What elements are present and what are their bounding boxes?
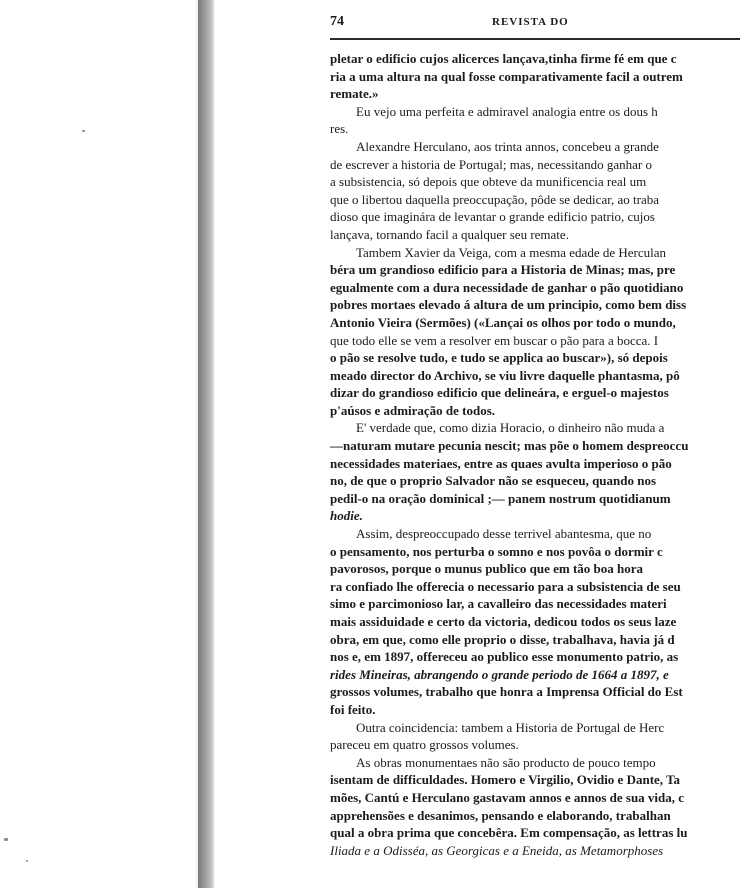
text-line: ra confiado lhe offerecia o necessario para a subsistencia de seu [330,578,681,594]
text-line: dioso que imaginára de levantar o grande edificio patrio, cujos [330,209,655,225]
book-binding-shadow [198,0,214,888]
text-line: ria a uma altura na qual fosse comparativamente facil a outrem [330,68,683,84]
text-line: apprehensões e desanimos, pensando e elaborando, trabalhan [330,807,671,823]
header-rule [330,38,740,40]
text-line: As obras monumentaes não são producto de pouco tempo [356,754,656,770]
text-line: de escrever a historia de Portugal; mas, necessitando ganhar o [330,156,652,172]
text-line: hodie. [330,508,363,524]
text-line: pedil-o na oração dominical ;— panem nostrum quotidianum [330,490,671,506]
text-line: p'aúsos e admiração de todos. [330,402,496,418]
text-line: dizar do grandioso edificio que delineára, e erguel-o majestos [330,385,669,401]
text-line: Iliada e a Odisséa, as Georgicas e a Eneida, as Metamorphoses [330,842,664,858]
text-line: simo e parcimonioso lar, a cavalleiro das necessidades materi [330,596,667,612]
text-line: mais assiduidade e certo da victoria, dedicou todos os seus laze [330,614,677,629]
text-line: que o libertou daquella preoccupação, pôde se dedicar, ao traba [330,191,660,207]
text-line: pavorosos, porque o munus publico que em tão boa hora [330,561,644,577]
text-line: lançava, tornando facil a qualquer seu remate. [330,226,569,242]
text-line: meado director do Archivo, se viu livre daquelle phantasma, pô [330,367,680,383]
text-line: egualmente com a dura necessidade de ganhar o pão quotidiano [330,279,684,295]
text-line: o pão se resolve tudo, e tudo se applica ao buscar»), só depois [330,350,668,366]
text-line: remate.» [330,86,379,102]
paper-speck [4,838,8,841]
text-line: res. [330,121,349,137]
text-line: E' verdade que, como dizia Horacio, o dinheiro não muda a [356,420,665,436]
text-line: que todo elle se vem a resolver em buscar o pão para a bocca. I [330,332,659,348]
page-number: 74 [330,14,344,29]
text-line: qual a obra prima que concebêra. Em compensação, as lettras lu [330,825,688,841]
text-line: a subsistencia, só depois que obteve da munificencia real um [330,174,647,190]
text-line: mões, Cantú e Herculano gastavam annos e annos de sua vida, c [330,789,685,805]
text-line: obra, em que, como elle proprio o disse, trabalhava, havia já d [330,631,675,647]
text-line: necessidades materiaes, entre as quaes avulta imperioso o pão [330,455,672,471]
text-line: isentam de difficuldades. Homero e Virgilio, Ovidio e Dante, Ta [330,772,681,788]
page-header [330,14,740,34]
text-line: Assim, despreoccupado desse terrivel abantesma, que no [356,526,652,542]
text-line: Antonio Vieira (Sermões) («Lançai os olhos por todo o mundo, [330,314,676,330]
text-line: pareceu em quatro grossos volumes. [330,737,519,753]
text-line: rides Mineiras, abrangendo o grande periodo de 1664 a 1897, e [330,666,669,682]
text-line: no, de que o proprio Salvador não se esqueceu, quando nos [330,473,657,489]
text-line: béra um grandioso edificio para a Historia de Minas; mas, pre [330,262,676,278]
text-line: o pensamento, nos perturba o somno e nos povôa o dormir c [330,543,663,559]
body-text [330,50,740,859]
text-line: Alexandre Herculano, aos trinta annos, concebeu a grande [356,138,659,154]
text-line: Tambem Xavier da Veiga, com a mesma edade de Herculan [356,244,666,260]
text-line: pletar o edificio cujos alicerces lançava,tinha firme fé em que c [330,51,677,66]
paper-speck [26,860,28,862]
text-line: grossos volumes, trabalho que honra a Imprensa Official do Est [330,684,683,700]
text-line: nos e, em 1897, offereceu ao publico esse monumento patrio, as [330,649,679,665]
text-line: foi feito. [330,701,376,717]
text-line: Outra coincidencia: tambem a Historia de Portugal de Herc [356,719,665,735]
text-line: Eu vejo uma perfeita e admiravel analogia entre os dous h [356,103,658,119]
running-head: REVISTA DO [492,16,569,28]
paper-speck [82,130,85,132]
text-line: pobres mortaes elevado á altura de um principio, como bem diss [330,297,687,313]
text-line: —naturam mutare pecunia nescit; mas põe o homem despreoccu [330,438,689,454]
